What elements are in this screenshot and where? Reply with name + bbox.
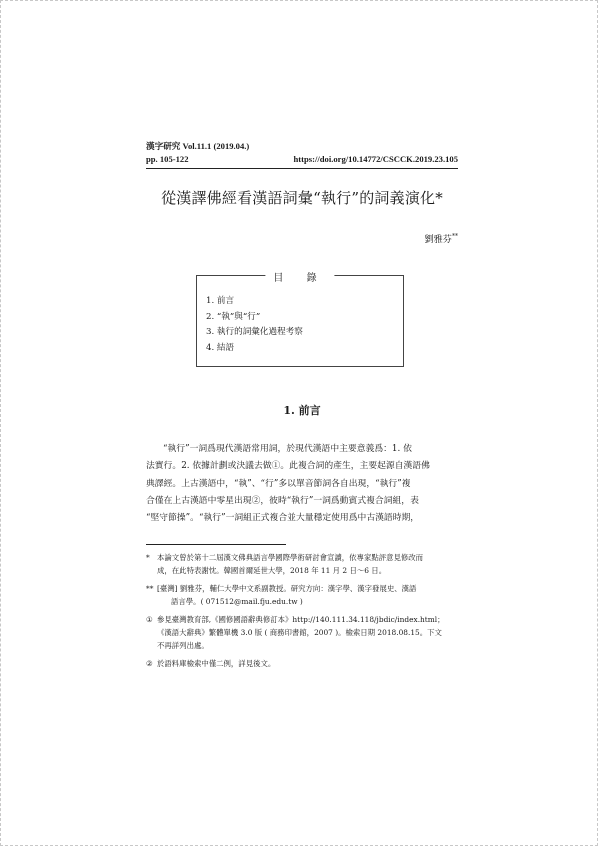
- footnote-line: 《漢語大辭典》繁體單機 3.0 版 ( 商務印書館，2007 )。檢索日期 2018.08.15。下文: [157, 628, 442, 638]
- footnote-line[interactable]: 參見臺灣教育部,《國修國語辭典修訂本》http://140.111.34.118/jbdic/index.html；: [157, 614, 445, 624]
- header-rule: [146, 168, 458, 169]
- table-of-contents: [196, 275, 404, 367]
- toc-list: [206, 294, 303, 356]
- toc-item[interactable]: 2. “執”與“行”: [206, 311, 261, 322]
- footnotes: [146, 551, 458, 674]
- footnote-line: 成，在此特表謝忱。韓國首爾延世大學，2018 年 11 月 2 日～6 日。: [157, 566, 387, 576]
- footnote-mark: *: [146, 553, 150, 562]
- author: [424, 231, 458, 245]
- body-line: 法實行。2. 依據計劃或決議去做①。此複合詞的產生，主要起源自漢語佛: [146, 461, 430, 472]
- section-heading: 1. 前言: [283, 404, 321, 417]
- footnote-mark: ①: [146, 614, 153, 624]
- footnote: [146, 551, 458, 578]
- body-paragraph: [146, 441, 458, 527]
- journal-header: [146, 140, 458, 165]
- footnote-rule: [146, 544, 286, 545]
- footnote: [146, 657, 458, 670]
- footnote-mark: ②: [146, 658, 153, 668]
- journal-name: 漢字研究 Vol.11.1 (2019.04.): [146, 141, 250, 151]
- footnote-line: 於語料庫檢索中僅二例，詳見後文。: [157, 658, 276, 668]
- toc-item[interactable]: 1. 前言: [206, 296, 235, 306]
- toc-item[interactable]: 3. 執行的詞彙化過程考察: [206, 327, 303, 338]
- footnote-line: 本論文曾於第十二屆漢文佛典語言學國際學術研討會宣讀，依專家點評意見修改而: [157, 553, 424, 562]
- author-name: 劉雅芬: [424, 234, 452, 245]
- footnote-line: 不再詳列出處。: [157, 641, 209, 651]
- body-line: “執行”一詞爲現代漢語常用詞，於現代漢語中主要意義爲：1. 依: [163, 444, 412, 454]
- author-footnote-mark: **: [452, 232, 458, 240]
- footnote: [146, 613, 458, 653]
- doi-link[interactable]: https://doi.org/10.14772/CSCCK.2019.23.105: [293, 153, 458, 164]
- footnote-line[interactable]: 語言學。( 071512@mail.fju.edu.tw ): [171, 597, 303, 607]
- footnote: [146, 582, 458, 609]
- article-title: 從漢譯佛經看漢語詞彙“執行”的詞義演化*: [161, 189, 443, 207]
- toc-title: 目 錄: [265, 269, 334, 284]
- body-line: 合僅在上古漢語中零星出現②，彼時“執行”一詞爲動賓式複合詞組，表: [146, 495, 419, 506]
- footnote-line: [臺灣] 劉雅芬，輔仁大學中文系副教授。研究方向：漢字學、漢字發展史、漢語: [157, 583, 417, 593]
- toc-item[interactable]: 4. 結語: [206, 342, 235, 353]
- page-range: pp. 105-122: [146, 153, 189, 164]
- footnote-mark: **: [146, 583, 154, 593]
- body-line: “堅守節操”。“執行”一詞組正式複合並大量穩定使用爲中古漢語時期，: [146, 513, 420, 524]
- body-line: 典譯經。上古漢語中，“執”、“行”多以單音節詞各自出現，“執行”複: [146, 478, 411, 489]
